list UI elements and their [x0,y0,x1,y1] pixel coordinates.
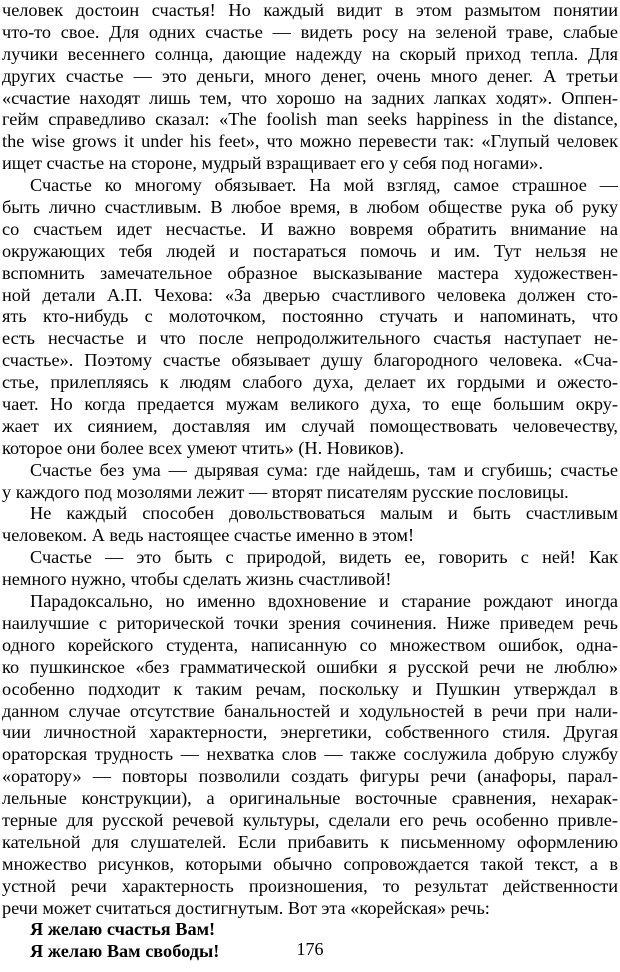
text-line: Парадоксально, но именно вдохновение и старание рождают иногда [30,591,618,612]
text-line: немного нужно, чтобы сделать жизнь счастливой! [2,569,392,590]
text-line: у каждого под мозолями лежит — вторят писателям русские пословицы. [2,481,569,502]
text-line: данном случае отсутствие банальностей и ходульностей в речи при нали- [2,700,618,721]
text-line: особенно подходит к таким речам, поскольку и Пушкин утверждал в [2,678,618,699]
text-line: вспомнить замечательное образное высказывание мастера художествен- [2,262,618,283]
text-line: Не каждый способен довольствоваться малым и быть счастливым [30,503,618,524]
text-line: наилучшие с риторической точки зрения сочинения. Ниже приведем речь [2,612,618,633]
text-line: чает. Но когда предается мужам великого духа, то еще большим окру- [2,394,618,415]
text-line: ной детали А.П. Чехова: «За дверью счастливого человека должен сто- [2,284,618,305]
text-line: чии личностной характерности, энергетики, собственного стиля. Другая [2,722,618,743]
text-line: со счастьем идет несчастье. И важно вовремя обратить внимание на [2,218,618,239]
text-line: жает их сиянием, доставляя им случай помоществовать человечеству, [2,415,618,436]
page-number: 176 [296,939,324,959]
text-line: лельные конструкции), а оригинальные восточные сравнения, нехарак- [2,788,618,809]
text-line: Счастье — это быть с природой, видеть ее, говорить с ней! Как [30,547,618,568]
text-line: терные для русской речевой культуры, сделали его речь особенно привле- [2,809,618,830]
text-line: ораторская трудность — нехватка слов — также сослужила добрую службу [2,744,618,765]
text-line: быть лично счастливым. В любое время, в любом обществе рука об руку [2,197,618,218]
text-line: кательной для слушателей. Если прибавить к письменному оформлению [2,831,618,852]
text-line: одного корейского студента, написанную со множеством ошибок, одна- [2,634,618,655]
text-line: лучики весеннего солнца, дающие надежду на скорый приход тепла. Для [2,43,618,64]
text-line: ять кто-нибудь с молоточком, постоянно стучать и напоминать, что [2,306,618,327]
text-line: устной речи характерность произношения, то результат действенности [2,875,618,896]
text-line: есть несчастье и что после непродолжительного счастья наступает не- [2,328,618,349]
text-line: человеком. А ведь настоящее счастье именно в этом! [2,525,415,546]
text-line: «счастие находят лишь тем, что хорошо на задних лапках ходят». Оппен- [2,87,618,108]
text-line: ко пушкинское «без грамматической ошибки я русской речи не люблю» [2,656,618,677]
text-line: «оратору» — повторы позволили создать фигуры речи (анафоры, парал- [2,766,618,787]
text-line: человек достоин счастья! Но каждый видит в этом размытом понятии [2,0,618,20]
text-line: речи может считаться достигнутым. Вот эта «корейская» речь: [2,897,490,918]
text-line: окружающих тебя людей и постараться помочь и им. Тут нельзя не [2,240,618,261]
text-line: ищет счастье на стороне, мудрый взращивает его у себя под ногами». [2,153,544,174]
text-line: стье, прилепляясь к людям слабого духа, делает их гордыми и ожесто- [2,372,618,393]
text-line: счастье». Поэтому счастье обязывает душу благородного человека. «Сча- [2,350,618,371]
speech-line: Я желаю Вам свободы! [30,941,220,962]
text-line: Счастье ко многому обязывает. На мой взгляд, самое страшное — [30,175,618,196]
text-line: которое они более всех умеют чтить» (Н. Новиков). [2,437,404,458]
body-text [2,0,618,963]
text-line: других счастье — это деньги, много денег, очень много денег. А третьи [2,65,618,86]
text-line: множество рисунков, которыми обычно сопровождается такой текст, а в [2,853,618,874]
text-line: гейм справедливо сказал: «The foolish man seeks happiness in the distance, [2,109,618,130]
text-line: что-то свое. Для одних счастье — видеть росу на зеленой траве, слабые [2,21,618,42]
text-line: the wise grows it under his feet», что можно перевести так: «Глупый человек [2,131,618,152]
speech-line: Я желаю счастья Вам! [30,919,216,940]
text-line: Счастье без ума — дырявая сума: где найдешь, там и сгубишь; счастье [30,459,618,480]
